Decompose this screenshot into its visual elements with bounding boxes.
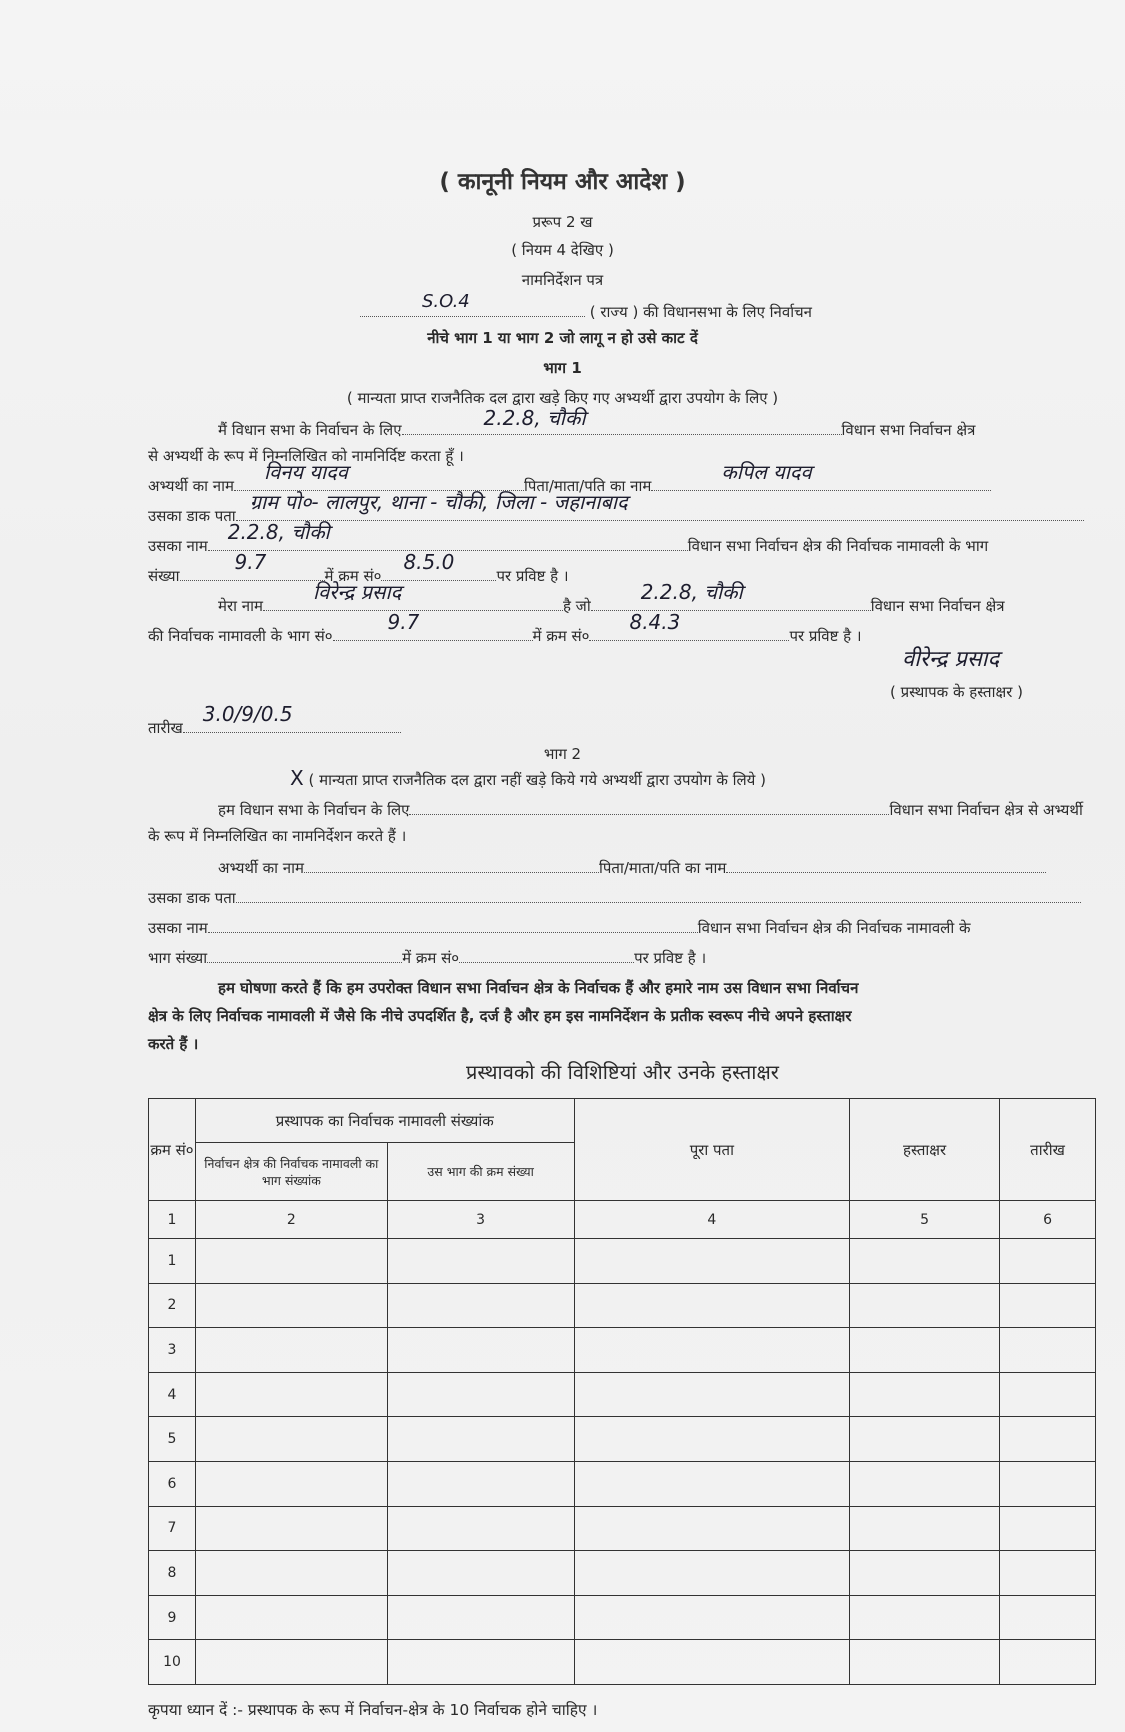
row-cell[interactable]: [387, 1595, 574, 1640]
row-cell[interactable]: [850, 1461, 1000, 1506]
table-row: [149, 1239, 1096, 1284]
row-cell[interactable]: [195, 1461, 387, 1506]
row-cell[interactable]: [195, 1640, 387, 1685]
part2-subheading-row: [290, 768, 766, 790]
row-serial: 9: [149, 1595, 196, 1640]
part2-parent-label: पिता/माता/पति का नाम: [599, 859, 727, 877]
date-row: [148, 702, 401, 738]
row-cell[interactable]: [387, 1461, 574, 1506]
row-cell[interactable]: [387, 1239, 574, 1284]
part1-line1: [218, 406, 976, 440]
serial-no-handwritten: 8.5.0: [403, 550, 455, 574]
proposer-signature-handwritten: वीरेन्द्र प्रसाद: [902, 647, 1000, 672]
part2-his-name-label: उसका नाम: [148, 919, 208, 937]
entered-label: पर प्रविष्ट है ।: [496, 567, 569, 585]
row-cell[interactable]: [574, 1328, 850, 1373]
part2-heading: भाग 2: [543, 745, 582, 763]
my-name-label: मेरा नाम: [218, 597, 263, 615]
col-header-part: निर्वाचन क्षेत्र की निर्वाचक नामावली का भाग संख्यांक: [195, 1143, 387, 1201]
part2-part-field[interactable]: [207, 946, 402, 963]
table-row: [149, 1506, 1096, 1551]
row-cell[interactable]: [387, 1640, 574, 1685]
row-cell[interactable]: [195, 1372, 387, 1417]
date-handwritten: 3.0/9/0.5: [202, 702, 293, 726]
part2-parent-field[interactable]: [726, 856, 1046, 873]
row-cell[interactable]: [574, 1239, 850, 1284]
proposers-table-title: प्रस्थावको की विशिष्टियां और उनके हस्ताक्षर: [466, 1060, 779, 1084]
my-constituency-field[interactable]: [591, 580, 871, 611]
part2-candidate-field[interactable]: [304, 856, 599, 873]
row-cell[interactable]: [574, 1283, 850, 1328]
form-number: प्ररूप 2 ख: [532, 213, 593, 231]
part2-candidate-row: [218, 856, 1046, 878]
row-cell[interactable]: [574, 1372, 850, 1417]
col-header-group: प्रस्थापक का निर्वाचक नामावली संख्यांक: [195, 1099, 574, 1143]
row-cell[interactable]: [195, 1283, 387, 1328]
part1-line1-prefix: मैं विधान सभा के निर्वाचन के लिए: [218, 421, 402, 439]
postal-field[interactable]: [236, 490, 1084, 521]
row-serial: 8: [149, 1551, 196, 1596]
row-serial: 1: [149, 1239, 196, 1284]
table-row: [149, 1551, 1096, 1596]
row-serial: 4: [149, 1372, 196, 1417]
proposers-table: [148, 1098, 1096, 1685]
part2-his-name-field[interactable]: [208, 916, 698, 933]
part2-serial-label: में क्रम सं०: [402, 949, 460, 967]
his-name-field[interactable]: [208, 520, 688, 551]
row-cell[interactable]: [387, 1506, 574, 1551]
row-serial: 3: [149, 1328, 196, 1373]
row-cell[interactable]: [387, 1372, 574, 1417]
date-label: तारीख: [148, 719, 183, 737]
table-row: [149, 1328, 1096, 1373]
table-row: [149, 1417, 1096, 1462]
row-cell[interactable]: [1000, 1461, 1096, 1506]
state-field[interactable]: [360, 291, 585, 317]
my-serial-no-field[interactable]: [589, 610, 789, 641]
roll-suffix-label: विधान सभा निर्वाचन क्षेत्र: [870, 597, 1005, 615]
declaration-line-2: क्षेत्र के लिए निर्वाचक नामावली में जैसे कि नीचे उपदर्शित है, दर्ज है और हम इस नामनिर्देशन के प्रतीक स्वरूप नीचे अपने हस्ताक्षर: [148, 1007, 852, 1025]
document-name: नामनिर्देशन पत्र: [521, 271, 604, 289]
part1-line2: से अभ्यर्थी के रूप में निम्नलिखित को नामनिर्दिष्ट करता हूँ ।: [148, 447, 464, 465]
row-cell[interactable]: [850, 1640, 1000, 1685]
row-serial: 2: [149, 1283, 196, 1328]
parent-name-handwritten: कपिल यादव: [721, 460, 812, 484]
my-entered-label: पर प्रविष्ट है ।: [789, 627, 862, 645]
serial-no-field[interactable]: [381, 550, 496, 581]
part1-line1-suffix: विधान सभा निर्वाचन क्षेत्र: [841, 421, 976, 439]
part2-entered-label: पर प्रविष्ट है ।: [634, 949, 707, 967]
row-cell[interactable]: [850, 1595, 1000, 1640]
row-cell[interactable]: [387, 1417, 574, 1462]
row-serial: 10: [149, 1640, 196, 1685]
row-cell[interactable]: [850, 1328, 1000, 1373]
row-cell[interactable]: [1000, 1328, 1096, 1373]
row-cell[interactable]: [850, 1417, 1000, 1462]
table-row: [149, 1595, 1096, 1640]
part-no-field[interactable]: [180, 550, 325, 581]
part2-roll-part-label: विधान सभा निर्वाचन क्षेत्र की निर्वाचक नामावली के: [697, 919, 971, 937]
row-cell[interactable]: [387, 1283, 574, 1328]
part2-candidate-label: अभ्यर्थी का नाम: [218, 859, 304, 877]
serial-label: में क्रम सं०: [324, 567, 382, 585]
footer-note: कृपया ध्यान दें :- प्रस्थापक के रूप में निर्वाचन-क्षेत्र के 10 निर्वाचक होने चाहिए ।: [148, 1701, 598, 1719]
row-cell[interactable]: [1000, 1551, 1096, 1596]
row-cell[interactable]: [1000, 1595, 1096, 1640]
postal-handwritten: ग्राम पो०- लालपुर, थाना - चौकी, जिला - जहानाबाद: [249, 490, 628, 514]
row-cell[interactable]: [850, 1506, 1000, 1551]
part2-subheading: ( मान्यता प्राप्त राजनैतिक दल द्वारा नहीं खड़े किये गये अभ्यर्थी द्वारा उपयोग के लिये ): [308, 771, 766, 789]
candidate-name-handwritten: विनय यादव: [264, 460, 348, 484]
row-cell[interactable]: [850, 1372, 1000, 1417]
part2-his-name-row: [148, 916, 971, 938]
col-header-date: तारीख: [1000, 1099, 1096, 1201]
part2-constituency-field[interactable]: [409, 798, 889, 815]
row-cell[interactable]: [387, 1551, 574, 1596]
my-part-row: [148, 610, 862, 646]
his-name-row: [148, 520, 989, 556]
col-header-signature: हस्ताक्षर: [850, 1099, 1000, 1201]
which-label: है जो: [562, 597, 591, 615]
roll-part-label: विधान सभा निर्वाचन क्षेत्र की निर्वाचक नामावली के भाग: [687, 537, 989, 555]
state-handwritten: S.O.4: [422, 291, 470, 312]
row-cell[interactable]: [195, 1328, 387, 1373]
row-cell[interactable]: [1000, 1283, 1096, 1328]
constituency-handwritten: 2.2.8, चौकी: [483, 406, 586, 430]
strike-instruction: नीचे भाग 1 या भाग 2 जो लागू न हो उसे काट दें: [427, 329, 698, 347]
row-cell[interactable]: [387, 1328, 574, 1373]
column-number: 4: [574, 1201, 850, 1239]
column-number-row: [149, 1201, 1096, 1239]
state-line: [360, 291, 812, 322]
rule-reference: ( नियम 4 देखिए ): [511, 241, 614, 259]
row-cell[interactable]: [195, 1551, 387, 1596]
column-number: 6: [1000, 1201, 1096, 1239]
part2-part-label: भाग संख्या: [148, 949, 208, 967]
candidate-name-field[interactable]: [234, 460, 524, 491]
part2-serial-field[interactable]: [459, 946, 634, 963]
part2-postal-row: [148, 886, 1081, 908]
my-constituency-handwritten: 2.2.8, चौकी: [640, 580, 743, 604]
row-cell[interactable]: [574, 1461, 850, 1506]
my-part-label: की निर्वाचक नामावली के भाग सं०: [148, 627, 333, 645]
row-cell[interactable]: [195, 1417, 387, 1462]
my-part-no-handwritten: 9.7: [387, 610, 420, 634]
row-serial: 6: [149, 1461, 196, 1506]
part2-line1-suffix: विधान सभा निर्वाचन क्षेत्र से अभ्यर्थी: [889, 801, 1083, 819]
part2-line1: [218, 798, 1083, 820]
row-serial: 5: [149, 1417, 196, 1462]
declaration-line-1: हम घोषणा करते हैं कि हम उपरोक्त विधान सभा निर्वाचन क्षेत्र के निर्वाचक हैं और हमारे नाम उस विधान सभा निर्वाचन: [218, 979, 859, 997]
my-part-no-field[interactable]: [333, 610, 533, 641]
constituency-field[interactable]: [402, 406, 842, 435]
part2-line1-prefix: हम विधान सभा के निर्वाचन के लिए: [218, 801, 410, 819]
col-header-serial: क्रम सं०: [149, 1099, 196, 1201]
row-cell[interactable]: [195, 1506, 387, 1551]
cross-mark: X: [290, 766, 304, 790]
his-name-handwritten: 2.2.8, चौकी: [227, 520, 330, 544]
row-cell[interactable]: [850, 1239, 1000, 1284]
table-row: [149, 1461, 1096, 1506]
part2-postal-field[interactable]: [236, 886, 1081, 903]
row-cell[interactable]: [574, 1506, 850, 1551]
col-header-roll-serial: उस भाग की क्रम संख्या: [387, 1143, 574, 1201]
column-number: 5: [850, 1201, 1000, 1239]
row-cell[interactable]: [850, 1283, 1000, 1328]
part1-subheading: ( मान्यता प्राप्त राजनैतिक दल द्वारा खड़े किए गए अभ्यर्थी द्वारा उपयोग के लिए ): [346, 389, 779, 407]
my-name-field[interactable]: [263, 580, 563, 611]
declaration-line-3: करते हैं ।: [148, 1035, 199, 1053]
row-cell[interactable]: [574, 1551, 850, 1596]
column-number: 1: [149, 1201, 196, 1239]
parent-name-label: पिता/माता/पति का नाम: [524, 477, 652, 495]
state-suffix: ( राज्य ) की विधानसभा के लिए निर्वाचन: [589, 303, 812, 321]
my-name-handwritten: विरेन्द्र प्रसाद: [312, 580, 402, 604]
table-row: [149, 1640, 1096, 1685]
his-name-label: उसका नाम: [148, 537, 208, 555]
row-cell[interactable]: [574, 1640, 850, 1685]
number-label: संख्या: [148, 567, 180, 585]
row-cell[interactable]: [1000, 1417, 1096, 1462]
part2-line2: के रूप में निम्नलिखित का नामनिर्देशन करते हैं ।: [148, 827, 407, 845]
table-row: [149, 1283, 1096, 1328]
part2-postal-label: उसका डाक पता: [148, 889, 236, 907]
candidate-name-label: अभ्यर्थी का नाम: [148, 477, 234, 495]
form-title: ( कानूनी नियम और आदेश ): [439, 169, 686, 195]
row-cell[interactable]: [195, 1595, 387, 1640]
my-serial-label: में क्रम सं०: [532, 627, 590, 645]
row-cell[interactable]: [1000, 1506, 1096, 1551]
row-cell[interactable]: [574, 1417, 850, 1462]
row-cell[interactable]: [850, 1551, 1000, 1596]
row-cell[interactable]: [1000, 1239, 1096, 1284]
part1-heading: भाग 1: [543, 359, 582, 377]
column-number: 3: [387, 1201, 574, 1239]
row-cell[interactable]: [574, 1595, 850, 1640]
parent-name-field[interactable]: [651, 460, 991, 491]
date-field[interactable]: [183, 702, 401, 733]
row-cell[interactable]: [195, 1239, 387, 1284]
proposer-signature-label: ( प्रस्थापक के हस्ताक्षर ): [890, 683, 1024, 701]
row-cell[interactable]: [1000, 1372, 1096, 1417]
column-number: 2: [195, 1201, 387, 1239]
part-no-handwritten: 9.7: [234, 550, 267, 574]
row-serial: 7: [149, 1506, 196, 1551]
col-header-address: पूरा पता: [574, 1099, 850, 1201]
table-row: [149, 1372, 1096, 1417]
part2-part-row: [148, 946, 706, 968]
row-cell[interactable]: [1000, 1640, 1096, 1685]
my-name-row: [218, 580, 1005, 616]
postal-label: उसका डाक पता: [148, 507, 236, 525]
my-serial-no-handwritten: 8.4.3: [629, 610, 681, 634]
